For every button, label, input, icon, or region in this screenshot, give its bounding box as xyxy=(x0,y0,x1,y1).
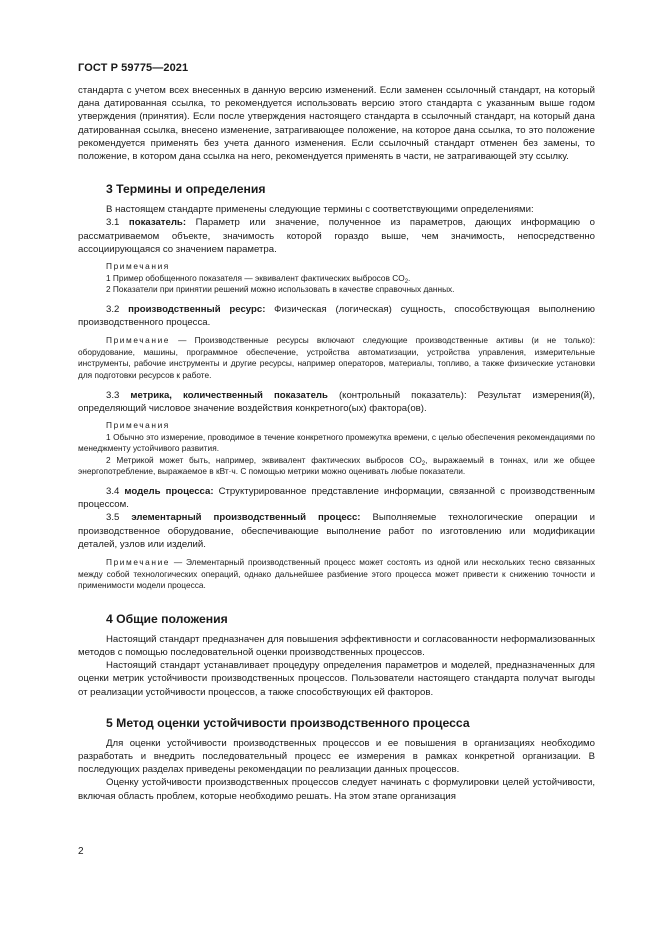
note-3-1-1: 1 Пример обобщенного показателя — эквивалент фактических выбросов $CO_2$. xyxy=(106,272,411,285)
note-3-1-2: 2 Показатели при принятии решений можно использовать в качестве справочных данных. xyxy=(106,284,455,295)
term-name: показатель: xyxy=(128,217,187,229)
term-number: 3.2 xyxy=(106,303,129,315)
section-5-paragraph-1: Для оценки устойчивости производственных процессов и ее повышения в организациях необходимо разработать и внедрить последовательный процесс ее измерения в рамках конкретной организации. В последующих разделах приведены рекомендации по реализации данных процессов. xyxy=(78,737,595,776)
notes-label: Примечания xyxy=(106,261,170,272)
section-5-paragraph-2: Оценку устойчивости производственных процессов следует начинать с формулировки целей устойчивости, включая область проблем, которые необходимо решать. На этом этапе организация xyxy=(78,777,595,802)
term-number: 3.5 xyxy=(106,512,132,524)
term-3-1 xyxy=(78,216,595,256)
document-code-header: ГОСТ Р 59775—2021 xyxy=(78,62,189,74)
term-name: модель процесса: xyxy=(124,485,214,497)
term-number: 3.4 xyxy=(106,485,125,497)
term-definition: Выполняемые технологические операции и производственное оборудование, обеспечивающие выполнение работ по изготовлению или модификации деталей, узлов или изделий. xyxy=(78,512,595,550)
section-3-heading: 3 Термины и определения xyxy=(106,182,266,197)
note-3-3-2: 2 Метрикой может быть, например, эквивалент фактических выбросов $CO_2$, выражаемый в тоннах, или же общее энергопотребление, выражаемое в кВт·ч. С помощью метрики можно оценивать любые показатели. xyxy=(78,454,595,477)
term-3-3 xyxy=(78,389,595,415)
section-4-heading: 4 Общие положения xyxy=(106,611,228,626)
term-3-2 xyxy=(78,303,595,329)
term-definition: (контрольный показатель): Результат измерения(й), определяющий числовое значение воздействия конкретного(ых) фактора(ов). xyxy=(78,389,595,414)
note-3-2: Примечание — Производственные ресурсы включают следующие производственные активы (и не только): оборудование, машины, программное обеспечение, устройства автоматизации, устройства управления, измерительные инструменты, рабочие инструменты и другие ресурсы, например операторов, материалы, топливо, а также физические установки для подготовки ресурсов к работе. xyxy=(78,335,595,380)
page-number: 2 xyxy=(78,846,84,857)
note-3-3-1: 1 Обычно это измерение, проводимое в течение конкретного промежутка времени, с целью обеспечения рекомендациями по менеджменту устойчивого развития. xyxy=(78,431,595,454)
intro-continuation: стандарта с учетом всех внесенных в данную версию изменений. Если заменен ссылочный стандарт, на который дана датированная ссылка, то рекомендуется использовать версию этого стандарта с указанным выше годом утверждения (принятия). Если после утверждения настоящего стандарта в ссылочный стандарт, на который дана датированная ссылка, внесено изменение, затрагивающее положение, на которое дана ссылка, то это положение рекомендуется применять без учета данного изменения. Если ссылочный стандарт отменен без замены, то положение, в котором дана ссылка на него, рекомендуется применять в части, не затрагивающей эту ссылку. xyxy=(78,85,595,163)
term-definition: Физическая (логическая) сущность, способствующая выполнению производственного процесса. xyxy=(78,303,595,329)
note-label: Примечание xyxy=(106,335,171,346)
term-name: элементарный производственный процесс: xyxy=(131,512,361,524)
term-3-4 xyxy=(78,485,595,511)
term-number: 3.3 xyxy=(106,389,131,401)
term-3-5 xyxy=(78,511,595,551)
section-3-intro: В настоящем стандарте применены следующие термины с соответствующими определениями: xyxy=(106,204,534,216)
term-name: метрика, количественный показатель xyxy=(130,389,328,401)
section-5-heading: 5 Метод оценки устойчивости производственного процесса xyxy=(106,715,470,730)
term-number: 3.1 xyxy=(106,217,129,229)
notes-label: Примечания xyxy=(106,420,170,430)
term-name: производственный ресурс: xyxy=(128,303,266,315)
note-3-5: Примечание — Элементарный производственный процесс может состоять из одной или нескольких тесно связанных между собой технологических операций, однако дальнейшее разбиение этого процесса может привести к снижению точности и применимости модели процесса. xyxy=(78,556,595,591)
section-4-paragraph-1: Настоящий стандарт предназначен для повышения эффективности и согласованности неформализованных методов с помощью последовательной оценки производственных процессов. xyxy=(78,633,595,658)
page-content xyxy=(78,84,595,803)
term-definition: Структурированное представление информации, связанной с производственным процессом. xyxy=(78,485,595,511)
term-definition: Параметр или значение, полученное из параметров, дающих информацию о рассматриваемом объекте, значимость которой гораздо выше, чем значимость, непосредственно ассоциирующаяся со значением параметра. xyxy=(78,217,595,255)
note-label: Примечание xyxy=(106,556,171,567)
section-4-paragraph-2: Настоящий стандарт устанавливает процедуру определения параметров и моделей, предназначенных для оценки метрик устойчивости производственных процессов. Пользователи настоящего стандарта получат выгоды от реализации устойчивости процессов, а также способствующих ей факторов. xyxy=(78,660,595,698)
